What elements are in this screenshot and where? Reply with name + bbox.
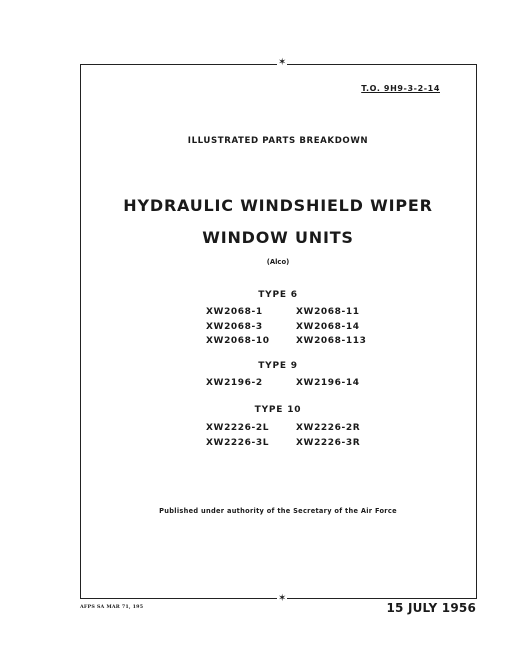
part-number: XW2226-3L (206, 437, 270, 448)
document-title-line-1: HYDRAULIC WINDSHIELD WIPER (123, 196, 433, 215)
part-number: XW2068-3 (206, 321, 263, 332)
type-heading: TYPE 10 (254, 405, 302, 415)
part-number: XW2068-113 (296, 336, 367, 346)
part-number-list (206, 307, 386, 348)
part-number-list (206, 378, 386, 390)
document-title-line-2: WINDOW UNITS (202, 228, 354, 247)
part-number: XW2226-3R (296, 437, 361, 448)
part-number: XW2196-2 (206, 378, 263, 388)
part-number: XW2226-2R (296, 423, 361, 433)
bottom-ornament: ✶ (278, 593, 287, 604)
part-number: XW2196-14 (296, 378, 360, 388)
publication-authority: Published under authority of the Secretary of the Air Force (159, 507, 397, 515)
type-heading: TYPE 9 (258, 361, 298, 371)
part-number: XW2068-11 (296, 307, 360, 317)
part-number: XW2226-2L (206, 423, 270, 433)
publication-date: 15 JULY 1956 (386, 601, 476, 615)
technical-order-number: T.O. 9H9-3-2-14 (361, 84, 440, 93)
section-title: ILLUSTRATED PARTS BREAKDOWN (187, 136, 369, 146)
part-number-list (206, 423, 386, 449)
part-number: XW2068-1 (206, 307, 263, 317)
form-number: AFPS SA MAR 71, 195 (80, 604, 144, 610)
top-ornament: ✶ (278, 57, 287, 68)
manufacturer-label: (Alco) (266, 258, 290, 266)
type-heading: TYPE 6 (258, 290, 298, 300)
part-number: XW2068-10 (206, 336, 270, 346)
part-number: XW2068-14 (296, 321, 360, 332)
